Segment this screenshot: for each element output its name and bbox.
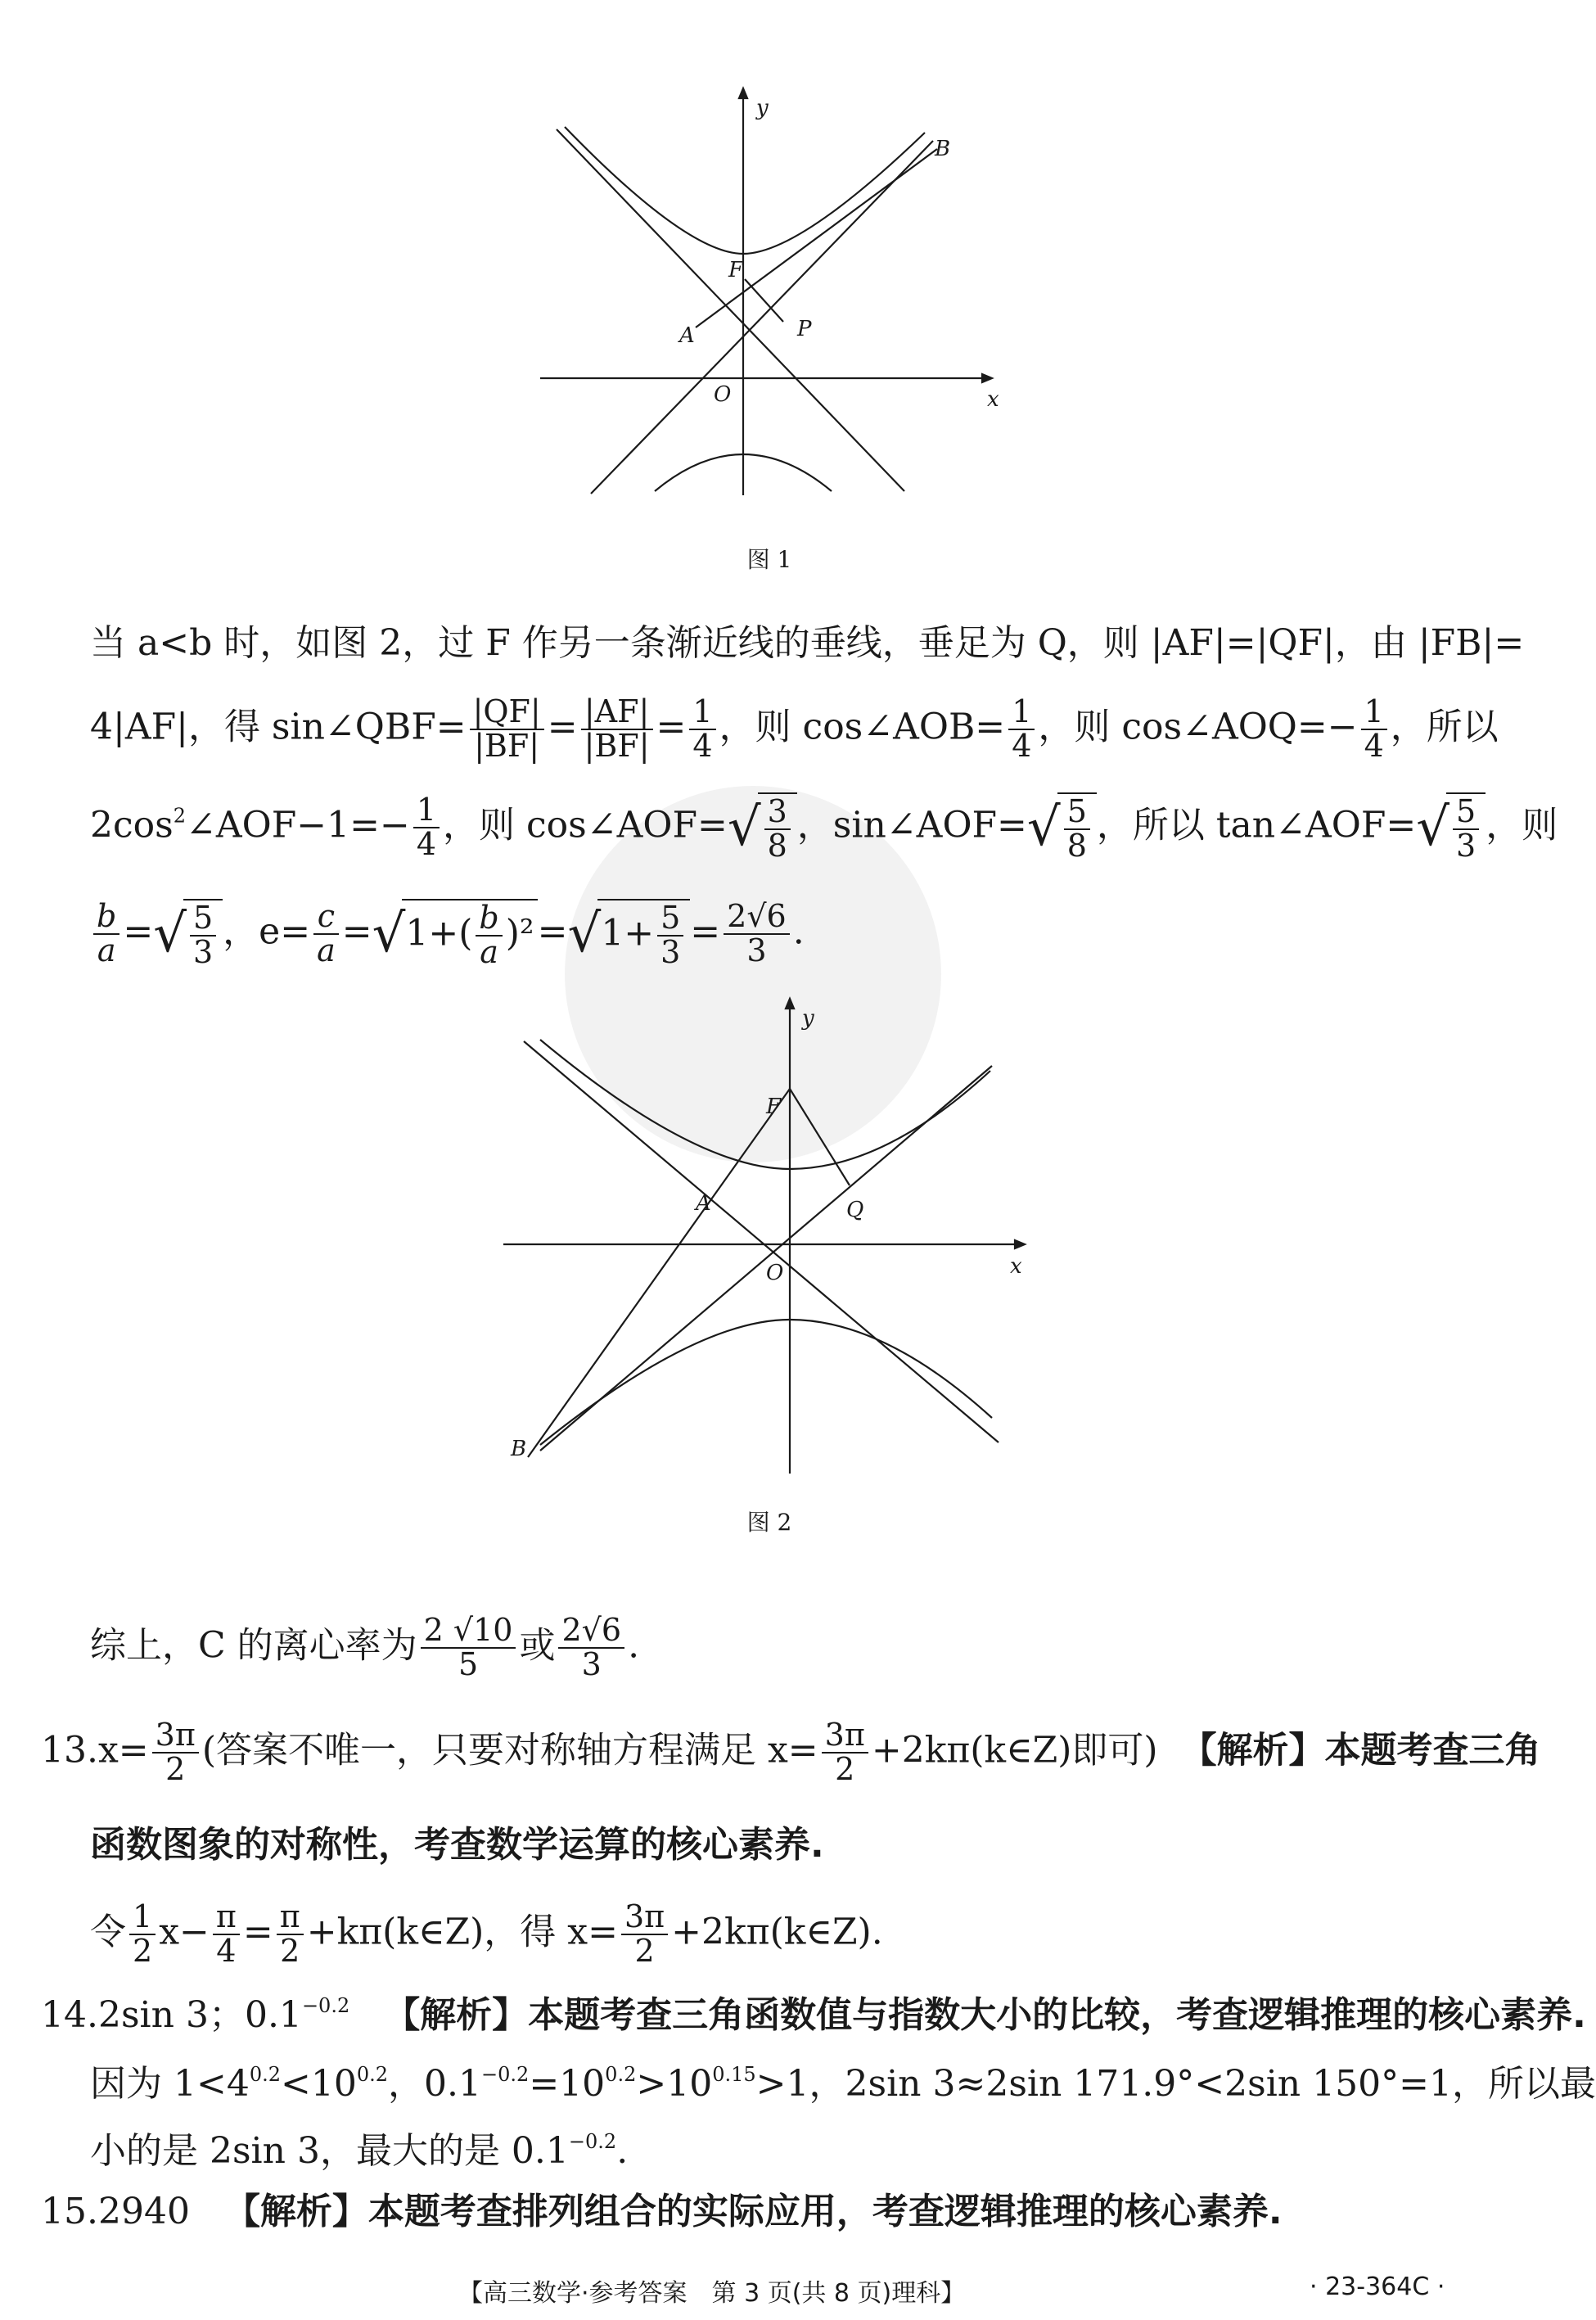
fraction: $\frac{1}{4}$ — [689, 696, 715, 763]
fig1-upper-branch — [565, 127, 925, 254]
figure-2-caption: 图 2 — [746, 1509, 792, 1536]
text: ∠AOF−1=− — [186, 804, 410, 846]
q14-line-1 — [41, 1994, 1586, 2036]
fig2-label-A: A — [696, 1191, 711, 1216]
text: ，则 — [1486, 804, 1558, 846]
fig1-label-B: B — [935, 137, 951, 161]
footer-center: 【高三数学·参考答案 第 3 页(共 8 页)理科】 — [458, 2279, 966, 2308]
fig1-asymptote-2 — [591, 141, 933, 494]
para-case2-line-1 — [90, 622, 1525, 664]
text: ，则 cos∠AOF= — [443, 804, 728, 846]
fraction: $\frac{b}{a}$ — [93, 900, 119, 968]
fig2-segment-BF — [528, 1089, 790, 1457]
text: = — [690, 910, 721, 953]
text: x− — [159, 1911, 210, 1953]
figure-1 — [524, 82, 1015, 524]
fig2-label-y: y — [802, 1006, 814, 1031]
sqrt: √ $\frac{5}{8}$ — [1027, 792, 1097, 863]
text: 2sin 3；0.1 — [97, 1994, 302, 2036]
para-case2-line-2 — [90, 693, 1499, 764]
text: ，e= — [223, 910, 311, 953]
fraction: $\frac{2 √10}{5}$ — [421, 1614, 516, 1681]
superscript: −0.2 — [301, 1994, 350, 2017]
analysis-tag: 【解析】本题考查排列组合的实际应用，考查逻辑推理的核心素养. — [223, 2191, 1283, 2232]
superscript: 2 — [173, 804, 186, 828]
text: = — [242, 1911, 273, 1953]
fraction: $\frac{1}{4}$ — [1361, 696, 1387, 763]
fraction: $\frac{\pi}{4}$ — [213, 1901, 240, 1968]
fig2-y-arrow — [786, 999, 794, 1009]
fraction: $\frac{3\pi}{2}$ — [822, 1719, 868, 1786]
fraction: $\frac{1}{4}$ — [1008, 696, 1035, 763]
fraction: $\frac{3\pi}{2}$ — [621, 1901, 668, 1968]
text: . — [628, 1624, 640, 1667]
fig1-label-x: x — [987, 387, 999, 412]
text: (答案不唯一，只要对称轴方程满足 x= — [201, 1729, 818, 1772]
fig1-label-O: O — [714, 382, 732, 407]
sqrt: √ $\frac{5}{3}$ — [1416, 792, 1486, 863]
text: x= — [97, 1729, 149, 1772]
question-number: 15. — [41, 2191, 98, 2232]
fraction: $\frac{c}{a}$ — [313, 900, 339, 968]
text: = — [547, 706, 578, 748]
summary-line — [90, 1614, 1498, 1681]
fig2-upper-branch — [540, 1040, 990, 1169]
text: = — [656, 706, 687, 748]
text: 令 — [90, 1911, 126, 1953]
text: ，sin∠AOF= — [796, 804, 1027, 846]
fig1-x-arrow — [982, 374, 992, 382]
text: +2kπ(k∈Z)即可) — [871, 1729, 1158, 1772]
q13-line-3 — [90, 1898, 1498, 1969]
fig1-label-P: P — [797, 317, 812, 341]
fig1-asymptote-1 — [557, 129, 904, 491]
fig2-label-O: O — [766, 1261, 784, 1285]
fraction: $\frac{1}{4}$ — [413, 794, 440, 861]
text: 当 a<b 时，如图 2，过 F 作另一条渐近线的垂线，垂足为 Q，则 |AF|=|QF|，由 |FB|= — [90, 622, 1525, 664]
text: ，所以 — [1390, 706, 1499, 748]
fig2-lower-branch — [540, 1320, 992, 1445]
fraction: $\frac{|AF|}{|BF|}$ — [581, 696, 653, 763]
para-case2-line-4 — [90, 899, 1498, 969]
text: . — [792, 910, 805, 953]
para-case2-line-3 — [90, 792, 1558, 864]
text: ，所以 tan∠AOF= — [1096, 804, 1417, 846]
fig1-label-F: F — [728, 258, 744, 282]
fraction: $\frac{2√6}{3}$ — [724, 900, 790, 968]
fig1-label-y: y — [756, 96, 769, 120]
text: 4|AF|，得 sin∠QBF= — [90, 706, 467, 748]
fraction: $\frac{3\pi}{2}$ — [152, 1719, 199, 1786]
text: +kπ(k∈Z)，得 x= — [306, 1911, 618, 1953]
text: 函数图象的对称性，考查数学运算的核心素养. — [90, 1824, 824, 1866]
fig2-segment-FQ — [790, 1089, 850, 1185]
text: 综上，C 的离心率为 — [90, 1624, 417, 1667]
sqrt: √1+ $\frac{5}{3}$ — [567, 899, 690, 969]
q14-line-3: 小的是 2sin 3，最大的是 $0.1^{-0.2}$. — [90, 2130, 629, 2172]
sqrt: √1+( $\frac{b}{a}$ )² — [372, 899, 538, 969]
fraction: $\frac{1}{2}$ — [129, 1901, 156, 1968]
analysis-tag: 【解析】本题考查三角函数值与指数大小的比较，考查逻辑推理的核心素养. — [384, 1994, 1586, 2036]
question-number: 14. — [41, 1994, 98, 2036]
q13-line-2 — [90, 1824, 1498, 1866]
fig2-label-x: x — [1010, 1254, 1022, 1279]
text: +2kπ(k∈Z). — [671, 1911, 883, 1953]
text: = — [537, 910, 568, 953]
fraction: $\frac{|QF|}{|BF|}$ — [470, 696, 544, 763]
fraction: $\frac{2√6}{3}$ — [558, 1614, 624, 1681]
text: ，则 cos∠AOQ=− — [1038, 706, 1358, 748]
fig1-segment-AB — [696, 149, 937, 327]
fig2-label-Q: Q — [846, 1198, 864, 1222]
q13-line-1 — [41, 1717, 1541, 1787]
fig1-y-arrow — [739, 88, 747, 98]
fig2-label-B: B — [511, 1437, 527, 1461]
sqrt: √ $\frac{5}{3}$ — [153, 899, 223, 969]
text: ，则 cos∠AOB= — [719, 706, 1006, 748]
q15-line-1 — [41, 2191, 1506, 2232]
fig2-label-F: F — [766, 1095, 782, 1119]
text: 或 — [519, 1624, 556, 1667]
sqrt: √ $\frac{3}{8}$ — [728, 792, 797, 863]
answer: 2940 — [97, 2191, 190, 2232]
figure-1-caption: 图 1 — [746, 546, 792, 573]
text: 2cos — [90, 804, 174, 846]
q14-line-2: 因为 $1<4^{0.2}<10^{0.2}$，$0.1^{-0.2}=10^{0.2}>10^{0.15}>1$，2sin 3≈2sin 171.9°<2sin 150°=1，所以最 — [90, 2063, 1596, 2105]
text: = — [123, 910, 154, 953]
figure-2 — [491, 991, 1048, 1482]
fig1-label-A: A — [679, 323, 695, 348]
fraction: $\frac{\pi}{2}$ — [277, 1901, 304, 1968]
text: = — [341, 910, 372, 953]
question-number: 13. — [41, 1729, 98, 1772]
analysis-tag: 【解析】本题考查三角 — [1180, 1729, 1541, 1772]
fig2-x-arrow — [1015, 1240, 1025, 1248]
footer-code: · 23-364C · — [1310, 2273, 1445, 2301]
fig2-asymptote-1 — [524, 1041, 999, 1442]
